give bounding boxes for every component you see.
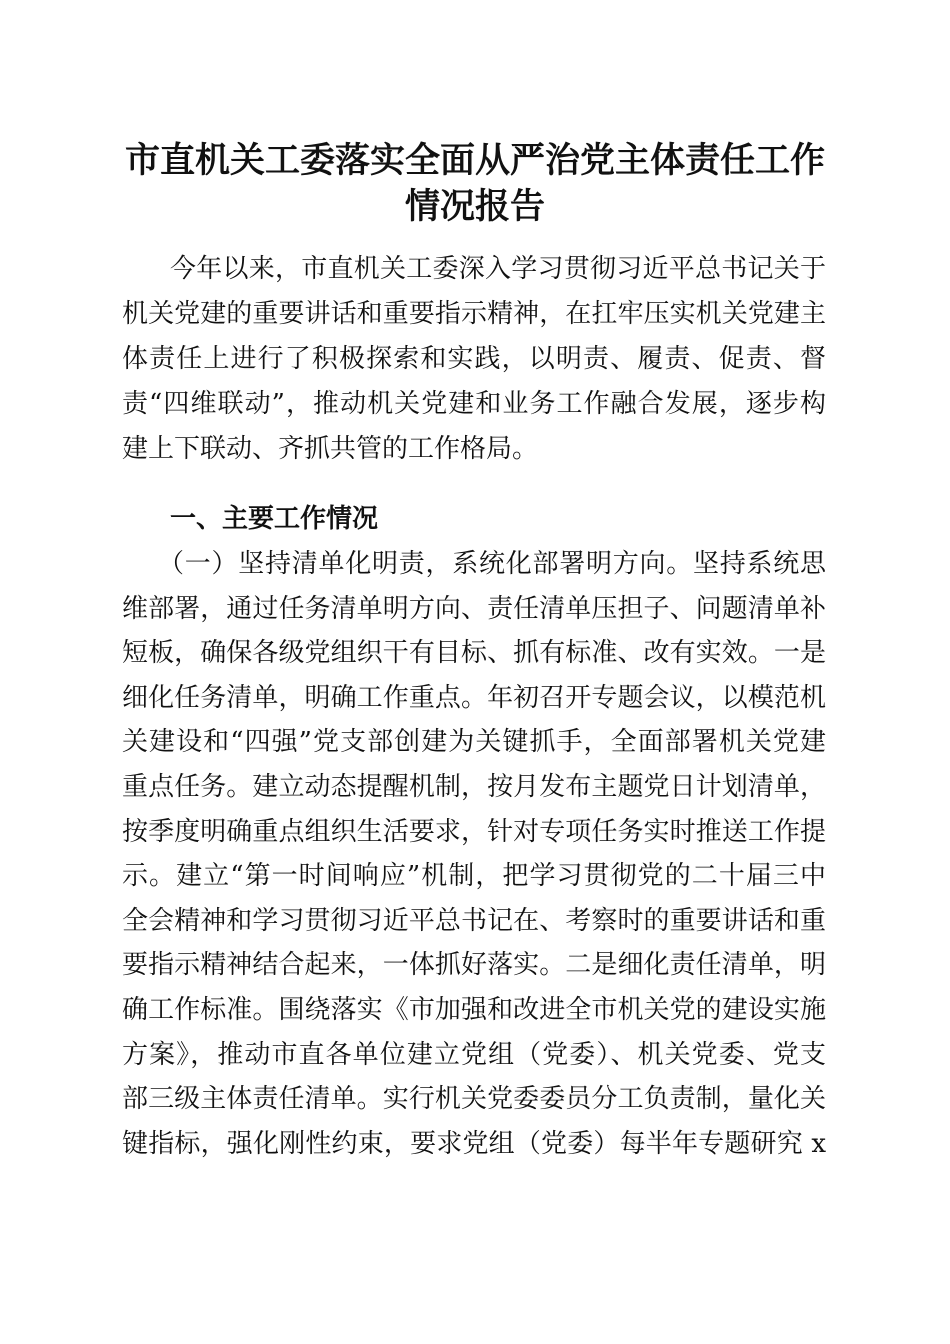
text-line: 维部署，通过任务清单明方向、责任清单压担子、问题清单补 [122,593,826,624]
text-line: 关建设和“四强”党支部创建为关键抓手，全面部署机关党建 [122,727,826,758]
text-line: 短板，确保各级党组织干有目标、抓有标准、改有实效。一是 [122,638,826,669]
text-line: 部三级主体责任清单。实行机关党委委员分工负责制，量化关 [122,1084,826,1115]
text-line: 重点任务。建立动态提醒机制，按月发布主题党日计划清单， [122,771,826,802]
section-heading [122,497,826,542]
text-line: 机关党建的重要讲话和重要指示精神，在扛牢压实机关党建主 [122,299,826,329]
title-line: 情况报告 [404,186,545,227]
text-line: 方案》，推动市直各单位建立党组（党委）、机关党委、党支 [122,1039,826,1070]
text-line: （一）坚持清单化明责，系统化部署明方向。坚持系统思 [158,549,826,579]
text-line: 建上下联动、齐抓共管的工作格局。 [122,434,539,464]
text-line: 按季度明确重点组织生活要求，针对专项任务实时推送工作提 [122,816,826,847]
section-heading-text: 一、主要工作情况 [170,504,379,534]
title-line: 市直机关工委落实全面从严治党主体责任工作 [124,140,825,181]
text-line: 细化任务清单，明确工作重点。年初召开专题会议，以模范机 [122,682,826,713]
text-line: 体责任上进行了积极探索和实践，以明责、履责、促责、督 [122,344,826,374]
text-line: 示。建立“第一时间响应”机制，把学习贯彻党的二十届三中 [122,861,826,892]
section-paragraph [122,542,826,1166]
intro-paragraph [122,247,826,472]
text-line: 全会精神和学习贯彻习近平总书记在、考察时的重要讲话和重 [122,905,826,936]
text-line: 今年以来，市直机关工委深入学习贯彻习近平总书记关于 [170,254,826,284]
text-line: 键指标，强化刚性约束，要求党组（党委）每半年专题研究 x [122,1128,826,1159]
text-line: 责“四维联动”，推动机关党建和业务工作融合发展，逐步构 [122,389,826,419]
text-line: 要指示精神结合起来，一体抓好落实。二是细化责任清单，明 [122,950,826,981]
text-line: 确工作标准。围绕落实《市加强和改进全市机关党的建设实施 [122,994,826,1025]
document-title [95,138,855,230]
